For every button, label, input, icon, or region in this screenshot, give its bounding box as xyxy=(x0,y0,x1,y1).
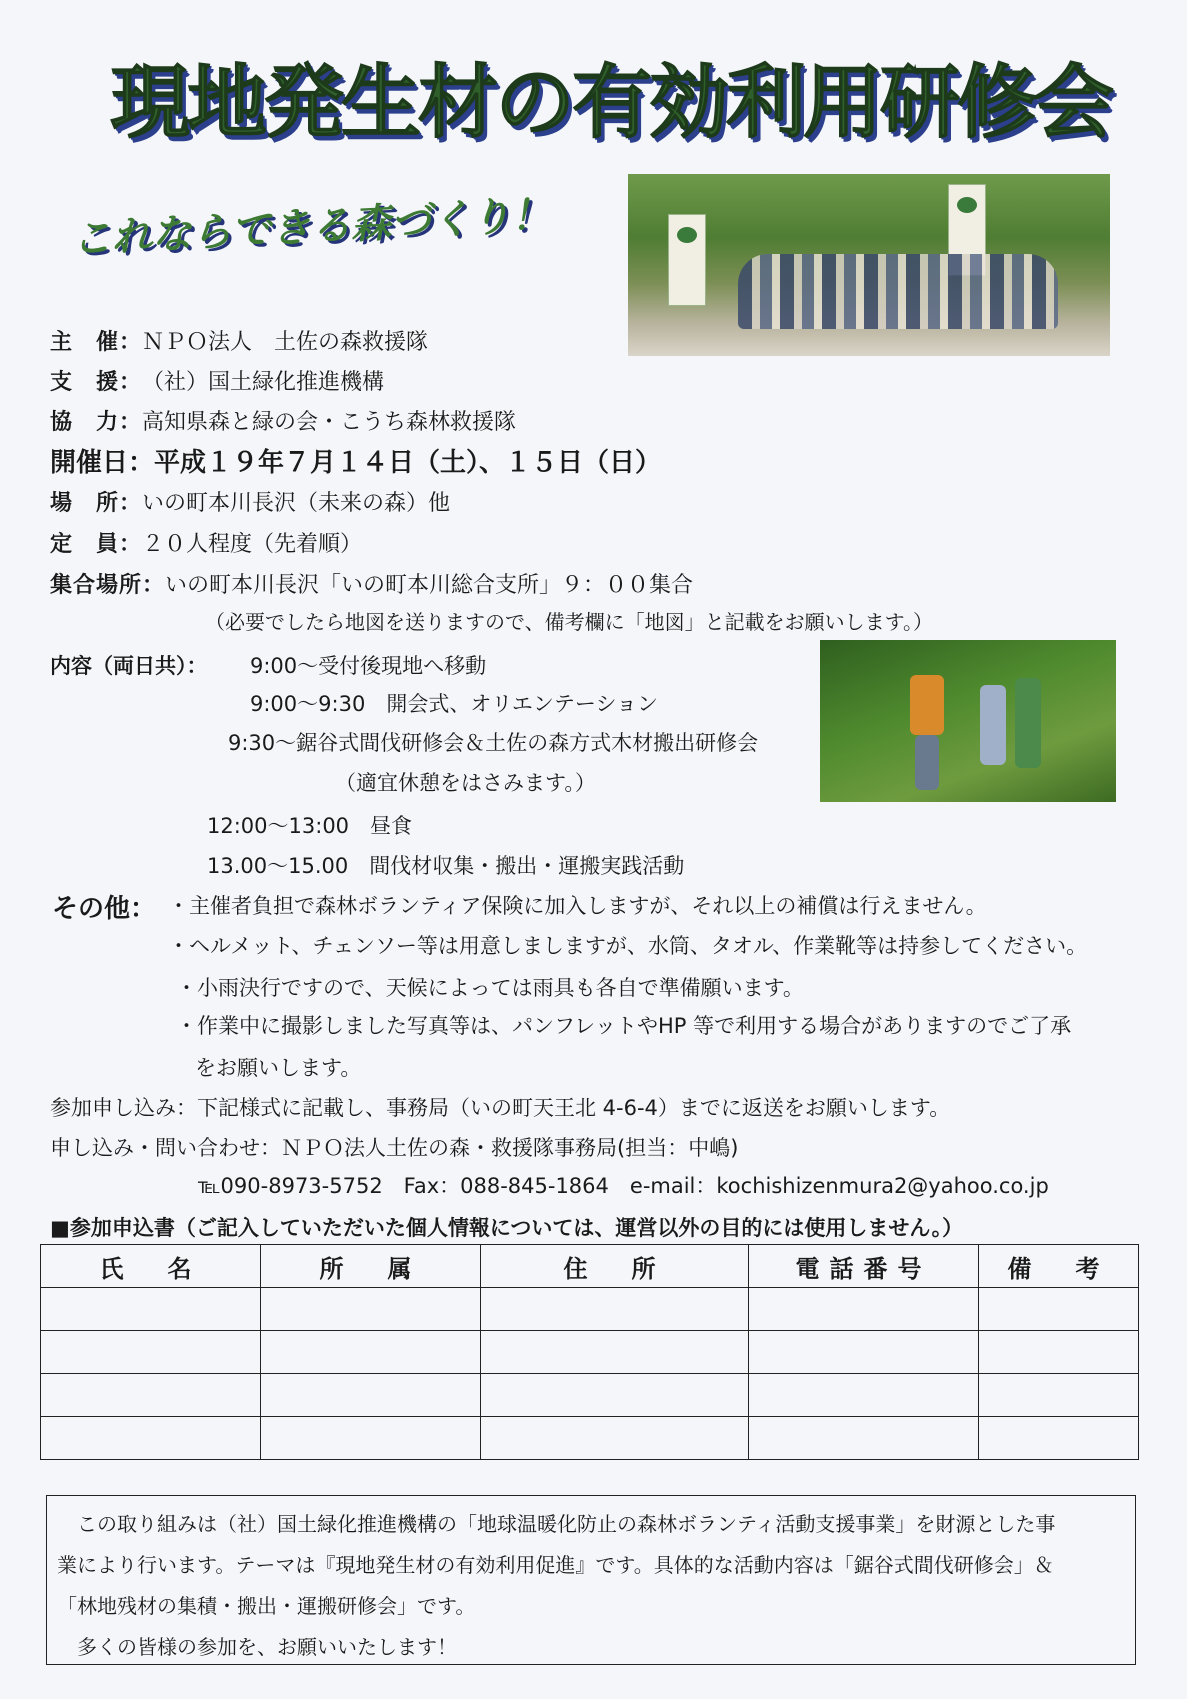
schedule-item: 12:00～13:00 昼食 xyxy=(207,814,413,838)
page-title: 現地発生材の有効利用研修会 xyxy=(110,56,1111,149)
apply-text: 参加申し込み：下記様式に記載し、事務局（いの町天王北 4-6-4）までに返送をお願いします。 xyxy=(50,1096,951,1120)
table-row[interactable] xyxy=(41,1374,1139,1417)
affiliation-cell[interactable] xyxy=(261,1288,481,1331)
phone-cell[interactable] xyxy=(749,1374,979,1417)
map-note: （必要でしたら地図を送りますので、備考欄に「地図」と記載をお願いします。） xyxy=(205,610,933,634)
contact-line: ℡090-8973-5752 Fax：088-845-1864 e-mail：kochishizenmura2@yahoo.co.jp xyxy=(198,1174,1049,1198)
other-item: をお願いします。 xyxy=(195,1056,362,1080)
address-cell[interactable] xyxy=(481,1417,749,1460)
contact-text: 申し込み・問い合わせ：ＮＰＯ法人土佐の森・救援隊事務局(担当：中嶋) xyxy=(50,1136,739,1160)
other-item: ・ヘルメット、チェンソー等は用意しましますが、水筒、タオル、作業靴等は持参してください。 xyxy=(168,934,1088,958)
column-header-address: 住 所 xyxy=(481,1245,749,1288)
address-cell[interactable] xyxy=(481,1288,749,1331)
table-row[interactable] xyxy=(41,1288,1139,1331)
address-cell[interactable] xyxy=(481,1331,749,1374)
note-line: 「林地残材の集積・搬出・運搬研修会」です。 xyxy=(57,1594,476,1618)
affiliation-cell[interactable] xyxy=(261,1374,481,1417)
worker-figure xyxy=(910,675,944,735)
page-subtitle: これならできる森づくり！ xyxy=(70,191,552,263)
worker-figure-2 xyxy=(980,685,1006,765)
schedule-item: （適宜休憩をはさみます。） xyxy=(335,771,596,795)
info-place: 場 所：いの町本川長沢（未来の森）他 xyxy=(50,491,451,516)
name-cell[interactable] xyxy=(41,1331,261,1374)
column-header-affiliation: 所 属 xyxy=(261,1245,481,1288)
note-line: この取り組みは（社）国土緑化推進機構の「地球温暖化防止の森林ボランティ活動支援事業」を財源とした事 xyxy=(57,1512,1056,1536)
remarks-cell[interactable] xyxy=(979,1331,1139,1374)
application-form-table xyxy=(40,1244,1139,1460)
banner-left xyxy=(668,214,706,306)
note-line: 業により行います。テーマは『現地発生材の有効利用促進』です。具体的な活動内容は「鋸谷式間伐研修会」＆ xyxy=(57,1553,1054,1577)
schedule-item: 9:00～受付後現地へ移動 xyxy=(250,654,487,678)
table-header-row xyxy=(41,1245,1139,1288)
other-item: ・作業中に撮影しました写真等は、パンフレットやHP 等で利用する場合がありますのでご了承 xyxy=(176,1014,1072,1038)
phone-cell[interactable] xyxy=(749,1417,979,1460)
info-meeting-place: 集合場所：いの町本川長沢「いの町本川総合支所」９：００集合 xyxy=(50,573,694,598)
info-support: 支 援：（社）国土緑化推進機構 xyxy=(50,370,385,395)
info-organizer: 主 催：ＮＰＯ法人 土佐の森救援隊 xyxy=(50,330,429,355)
work-photo xyxy=(820,640,1116,802)
column-header-remarks: 備 考 xyxy=(979,1245,1139,1288)
table-row[interactable] xyxy=(41,1417,1139,1460)
schedule-item: 13.00～15.00 間伐材収集・搬出・運搬実践活動 xyxy=(207,854,685,878)
worker-legs xyxy=(915,735,939,790)
note-line: 多くの皆様の参加を、お願いいたします！ xyxy=(57,1635,457,1659)
phone-cell[interactable] xyxy=(749,1288,979,1331)
form-heading: ■参加申込書（ご記入していただいた個人情報については、運営以外の目的には使用しません。） xyxy=(50,1216,964,1240)
group-photo xyxy=(628,174,1110,356)
remarks-cell[interactable] xyxy=(979,1288,1139,1331)
phone-cell[interactable] xyxy=(749,1331,979,1374)
column-header-name: 氏 名 xyxy=(41,1245,261,1288)
name-cell[interactable] xyxy=(41,1374,261,1417)
affiliation-cell[interactable] xyxy=(261,1417,481,1460)
volunteer-group xyxy=(738,254,1058,329)
schedule-item: 9:00～9:30 開会式、オリエンテーション xyxy=(250,692,659,716)
worker-figure-3 xyxy=(1015,678,1041,768)
name-cell[interactable] xyxy=(41,1288,261,1331)
name-cell[interactable] xyxy=(41,1417,261,1460)
column-header-phone: 電話番号 xyxy=(749,1245,979,1288)
schedule-label: 内容（両日共）： xyxy=(50,654,208,678)
table-row[interactable] xyxy=(41,1331,1139,1374)
info-capacity: 定 員：２０人程度（先着順） xyxy=(50,532,363,557)
note-box xyxy=(46,1495,1136,1665)
affiliation-cell[interactable] xyxy=(261,1331,481,1374)
info-cooperation: 協 力：高知県森と緑の会・こうち森林救援隊 xyxy=(50,410,517,435)
info-date: 開催日：平成１９年７月１４日（土）、１５日（日） xyxy=(50,448,662,478)
other-item: ・小雨決行ですので、天候によっては雨具も各自で準備願います。 xyxy=(176,976,804,1000)
other-item: ・主催者負担で森林ボランティア保険に加入しますが、それ以上の補償は行えません。 xyxy=(168,894,987,918)
remarks-cell[interactable] xyxy=(979,1417,1139,1460)
schedule-item: 9:30～鋸谷式間伐研修会＆土佐の森方式木材搬出研修会 xyxy=(228,731,759,755)
other-label: その他： xyxy=(52,894,157,924)
address-cell[interactable] xyxy=(481,1374,749,1417)
remarks-cell[interactable] xyxy=(979,1374,1139,1417)
